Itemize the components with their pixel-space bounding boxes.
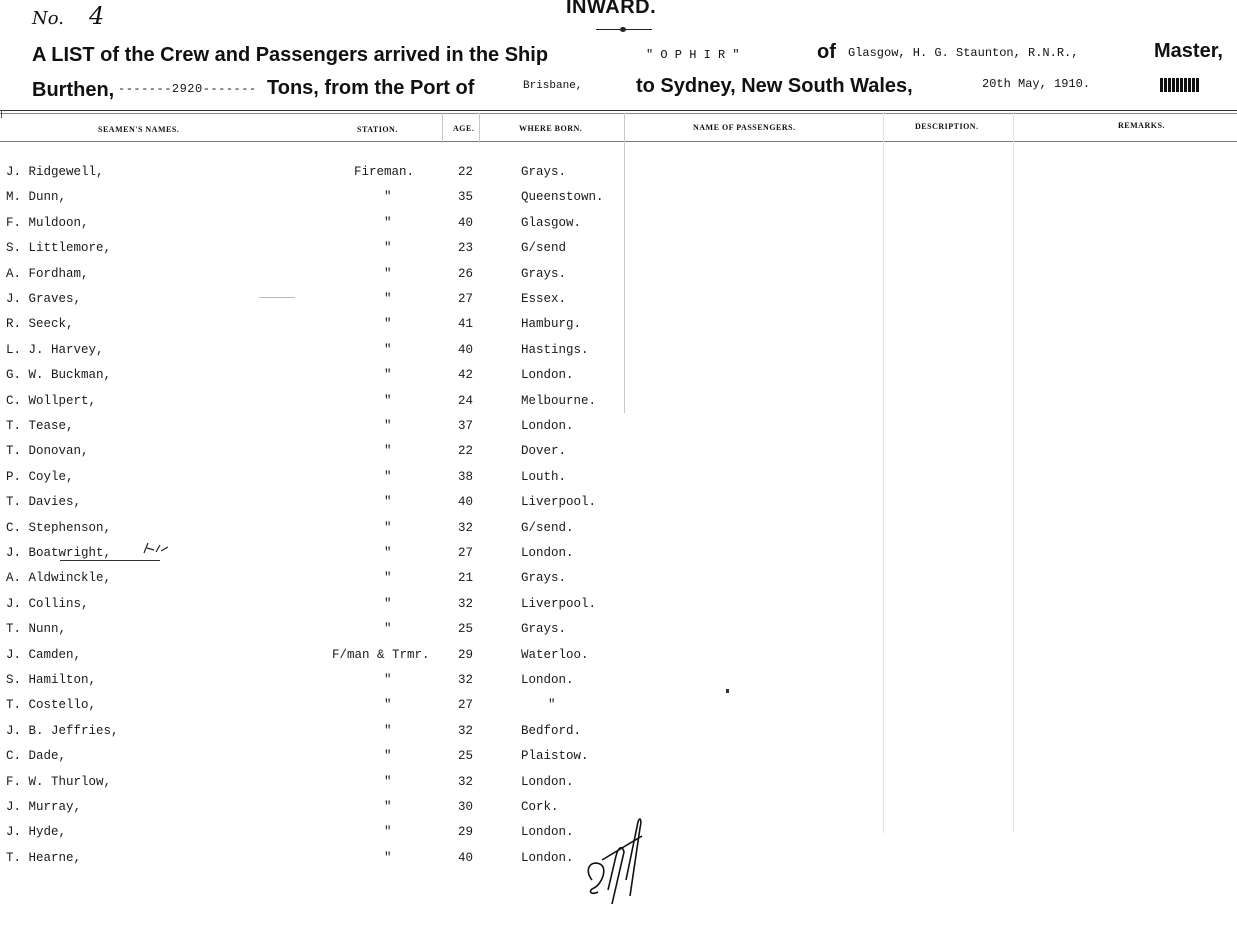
col-divider-born <box>624 113 625 413</box>
seaman-station: " <box>384 546 392 560</box>
seaman-station: Fireman. <box>354 165 415 179</box>
col-divider-age <box>479 113 480 143</box>
seaman-birthplace: Dover. <box>521 444 567 458</box>
seaman-birthplace: Bedford. <box>521 724 582 738</box>
seaman-station: " <box>384 571 392 585</box>
seaman-name: A. Aldwinckle, <box>6 571 112 585</box>
col-divider-passengers <box>883 113 884 833</box>
col-header-description: DESCRIPTION. <box>915 122 979 131</box>
seaman-name: S. Hamilton, <box>6 673 97 687</box>
seaman-station: " <box>384 394 392 408</box>
seaman-name: C. Dade, <box>6 749 67 763</box>
seaman-station: " <box>384 241 392 255</box>
seaman-station: " <box>384 749 392 763</box>
seaman-birthplace: Grays. <box>521 165 567 179</box>
seaman-name: A. Fordham, <box>6 267 89 281</box>
col-header-age: AGE. <box>453 124 475 133</box>
title-ornament <box>620 27 626 32</box>
tons-label: Tons, from the Port of <box>267 77 475 99</box>
seaman-station: F/man & Trmr. <box>332 648 430 662</box>
seaman-age: 41 <box>458 317 474 331</box>
seaman-age: 27 <box>458 292 474 306</box>
seaman-birthplace: London. <box>521 825 574 839</box>
seaman-name: T. Hearne, <box>6 851 82 865</box>
seaman-name: J. Murray, <box>6 800 82 814</box>
seaman-name: F. Muldoon, <box>6 216 89 230</box>
seaman-age: 22 <box>458 444 474 458</box>
seaman-station: " <box>384 800 392 814</box>
seaman-birthplace: G/send. <box>521 521 574 535</box>
table-left-edge <box>1 110 2 118</box>
seaman-station: " <box>384 495 392 509</box>
seaman-name: P. Coyle, <box>6 470 74 484</box>
redacted-mark <box>1160 78 1200 92</box>
seaman-birthplace: G/send <box>521 241 567 255</box>
seaman-station: " <box>384 216 392 230</box>
seaman-birthplace: Grays. <box>521 571 567 585</box>
seaman-age: 32 <box>458 597 474 611</box>
seaman-birthplace: Glasgow. <box>521 216 582 230</box>
seaman-station: " <box>384 419 392 433</box>
seaman-station: " <box>384 775 392 789</box>
seaman-birthplace: Grays. <box>521 267 567 281</box>
seaman-age: 32 <box>458 521 474 535</box>
seaman-age: 40 <box>458 851 474 865</box>
seaman-age: 40 <box>458 343 474 357</box>
seaman-name: J. Ridgewell, <box>6 165 104 179</box>
seaman-birthplace: London. <box>521 546 574 560</box>
seaman-station: " <box>384 698 392 712</box>
seaman-birthplace: Melbourne. <box>521 394 597 408</box>
seaman-birthplace: Hastings. <box>521 343 589 357</box>
arrival-date: 20th May, 1910. <box>982 77 1091 91</box>
document-number <box>32 2 104 30</box>
seaman-birthplace: London. <box>521 419 574 433</box>
seaman-station: " <box>384 444 392 458</box>
seaman-age: 40 <box>458 495 474 509</box>
table-header-rule <box>0 141 1237 142</box>
seaman-age: 25 <box>458 622 474 636</box>
seaman-age: 25 <box>458 749 474 763</box>
master-label: Master, <box>1154 40 1223 62</box>
seaman-age: 27 <box>458 698 474 712</box>
seaman-name: T. Donovan, <box>6 444 89 458</box>
handwritten-annotation <box>142 541 170 558</box>
seaman-age: 32 <box>458 673 474 687</box>
seaman-birthplace: Liverpool. <box>521 597 597 611</box>
col-header-born: WHERE BORN. <box>519 124 583 133</box>
seaman-station: " <box>384 673 392 687</box>
table-top-rule <box>0 110 1237 111</box>
seaman-station: " <box>384 622 392 636</box>
seaman-name: M. Dunn, <box>6 190 67 204</box>
of-label: of <box>817 41 836 63</box>
strike-through <box>60 560 160 561</box>
seaman-station: " <box>384 851 392 865</box>
seaman-age: 32 <box>458 724 474 738</box>
seaman-name: L. J. Harvey, <box>6 343 104 357</box>
seaman-age: 21 <box>458 571 474 585</box>
number-value: 4 <box>89 2 105 30</box>
seaman-age: 42 <box>458 368 474 382</box>
signature-scribble-icon <box>582 800 652 910</box>
seaman-age: 38 <box>458 470 474 484</box>
seaman-station: " <box>384 521 392 535</box>
seaman-station: " <box>384 343 392 357</box>
seaman-birthplace: Cork. <box>521 800 559 814</box>
seaman-name: R. Seeck, <box>6 317 74 331</box>
seaman-name: J. Hyde, <box>6 825 67 839</box>
seaman-name: T. Davies, <box>6 495 82 509</box>
col-header-names: SEAMEN'S NAMES. <box>98 125 180 134</box>
line1-prefix: A LIST of the Crew and Passengers arrived in the Ship <box>32 44 549 66</box>
seaman-station: " <box>384 368 392 382</box>
seaman-name: C. Wollpert, <box>6 394 97 408</box>
seaman-age: 30 <box>458 800 474 814</box>
tonnage: -------2920------- <box>118 82 257 96</box>
ink-speck <box>726 689 729 693</box>
seaman-age: 26 <box>458 267 474 281</box>
seaman-name: G. W. Buckman, <box>6 368 112 382</box>
seaman-age: 27 <box>458 546 474 560</box>
ship-owner: Glasgow, H. G. Staunton, R.N.R., <box>848 46 1079 60</box>
seaman-age: 32 <box>458 775 474 789</box>
seaman-name: J. Collins, <box>6 597 89 611</box>
seaman-name: J. Camden, <box>6 648 82 662</box>
seaman-birthplace: London. <box>521 368 574 382</box>
seaman-birthplace: Essex. <box>521 292 567 306</box>
seaman-birthplace: Grays. <box>521 622 567 636</box>
seaman-birthplace: Queenstown. <box>521 190 604 204</box>
destination: to Sydney, New South Wales, <box>636 75 913 97</box>
seaman-station: " <box>384 292 392 306</box>
seaman-age: 29 <box>458 648 474 662</box>
seaman-station: " <box>384 267 392 281</box>
col-divider-description <box>1013 113 1014 833</box>
col-header-station: STATION. <box>357 125 398 134</box>
seaman-name: J. B. Jeffries, <box>6 724 119 738</box>
seaman-birthplace: London. <box>521 775 574 789</box>
seaman-birthplace: Louth. <box>521 470 567 484</box>
seaman-birthplace: " <box>548 698 556 712</box>
seaman-age: 35 <box>458 190 474 204</box>
port-of-origin: Brisbane, <box>523 80 583 92</box>
seaman-name: T. Tease, <box>6 419 74 433</box>
seaman-station: " <box>384 724 392 738</box>
seaman-name: T. Nunn, <box>6 622 67 636</box>
col-header-passengers: NAME OF PASSENGERS. <box>693 123 796 132</box>
burthen-label: Burthen, <box>32 79 115 101</box>
seaman-station: " <box>384 825 392 839</box>
ship-name: " O P H I R " <box>646 48 740 62</box>
seaman-birthplace: Waterloo. <box>521 648 589 662</box>
seaman-station: " <box>384 597 392 611</box>
annotation-scribble-icon <box>142 541 170 555</box>
seaman-name: F. W. Thurlow, <box>6 775 112 789</box>
seaman-age: 29 <box>458 825 474 839</box>
seaman-age: 22 <box>458 165 474 179</box>
seaman-name: S. Littlemore, <box>6 241 112 255</box>
seaman-station: " <box>384 317 392 331</box>
seaman-age: 23 <box>458 241 474 255</box>
col-header-remarks: REMARKS. <box>1118 121 1165 130</box>
seaman-name: C. Stephenson, <box>6 521 112 535</box>
seaman-age: 40 <box>458 216 474 230</box>
seaman-name: T. Costello, <box>6 698 97 712</box>
seaman-age: 24 <box>458 394 474 408</box>
seaman-birthplace: Plaistow. <box>521 749 589 763</box>
seaman-birthplace: London. <box>521 851 574 865</box>
page-title: INWARD. <box>566 0 657 18</box>
number-label: No. <box>32 8 64 29</box>
faint-mark <box>259 297 295 298</box>
table-top-rule-inner <box>0 113 1237 114</box>
seaman-birthplace: Liverpool. <box>521 495 597 509</box>
seaman-name: J. Graves, <box>6 292 82 306</box>
seaman-station: " <box>384 190 392 204</box>
col-divider-station <box>442 113 443 143</box>
seaman-age: 37 <box>458 419 474 433</box>
seaman-station: " <box>384 470 392 484</box>
seaman-name: J. Boatwright, <box>6 546 112 560</box>
seaman-birthplace: Hamburg. <box>521 317 582 331</box>
seaman-birthplace: London. <box>521 673 574 687</box>
